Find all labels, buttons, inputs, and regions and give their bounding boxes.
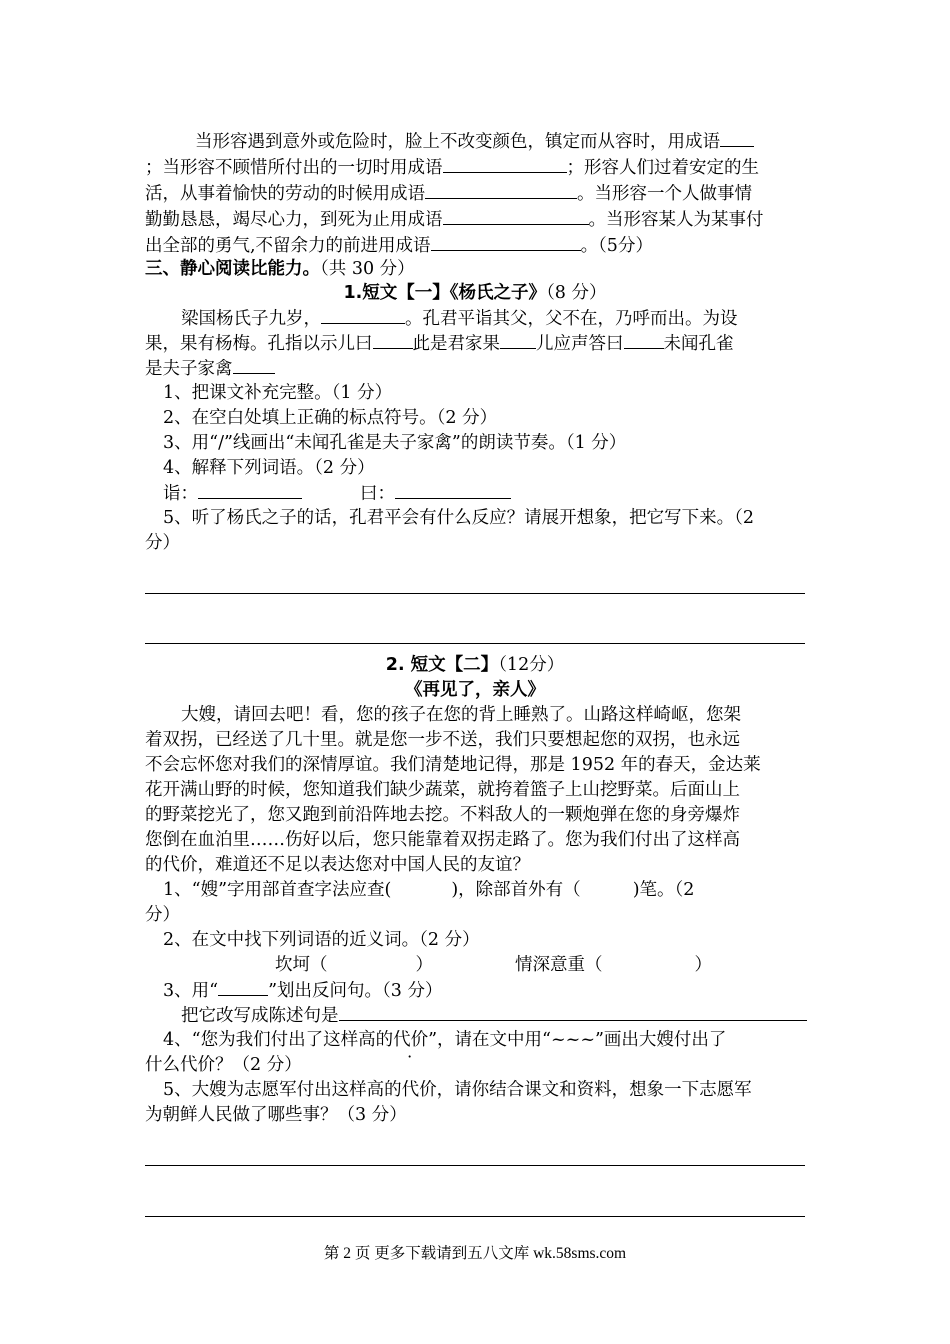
answer-blank[interactable] xyxy=(443,154,567,173)
p2-question-4-cont: 什么代价？（2 分） xyxy=(145,1055,302,1075)
answer-line[interactable] xyxy=(145,1165,805,1166)
answer-blank[interactable] xyxy=(425,180,577,199)
fill-line-4: 勤勤恳恳，竭尽心力，到死为止用成语 。当形容某人为某事付 xyxy=(145,206,764,233)
answer-blank[interactable] xyxy=(624,330,664,349)
p1-question-3: 3、用“/”线画出“未闻孔雀是夫子家禽”的朗读节奏。（1 分） xyxy=(163,433,627,453)
passage2-line: 大嫂，请回去吧！看，您的孩子在您的背上睡熟了。山路这样崎岖，您架 xyxy=(181,705,741,725)
passage2-line: 的代价，难道还不足以表达您对中国人民的友谊？ xyxy=(145,855,530,875)
p1-question-5-cont: 分） xyxy=(145,533,180,553)
underline-sample xyxy=(218,977,268,996)
p1-word-explain: 诣： 曰： xyxy=(163,480,511,507)
answer-blank[interactable] xyxy=(443,206,589,225)
p2-question-5: 5、大嫂为志愿军付出这样高的代价，请你结合课文和资料，想象一下志愿军 xyxy=(163,1080,752,1100)
fill-line-3: 活，从事着愉快的劳动的时候用成语 。当形容一个人做事情 xyxy=(145,180,752,207)
p2-question-2: 2、在文中找下列词语的近义词。（2 分） xyxy=(163,930,480,950)
page-footer: 第 2 页 更多下载请到五八文库 wk.58sms.com xyxy=(323,1245,627,1262)
answer-line[interactable] xyxy=(145,1216,805,1217)
answer-blank[interactable] xyxy=(395,480,511,499)
p2-question-1-cont: 分） xyxy=(145,905,180,925)
p2-question-3: 3、用“ ”划出反问句。（3 分） xyxy=(163,977,443,1004)
passage2-line: 您倒在血泊里……伤好以后，您只能靠着双拐走路了。您为我们付出了这样高 xyxy=(145,830,740,850)
answer-blank[interactable] xyxy=(373,330,413,349)
answer-blank[interactable] xyxy=(500,330,536,349)
p2-question-4: 4、“您为我们付出了这样高的代价”，请在文中用“~~~”画出大嫂付出了 xyxy=(163,1030,727,1050)
answer-blank[interactable] xyxy=(198,480,302,499)
answer-line[interactable] xyxy=(145,593,805,594)
passage1-line-3: 是夫子家禽 xyxy=(145,355,275,382)
answer-blank[interactable] xyxy=(339,1002,807,1021)
passage1-heading: 1.短文【一】《杨氏之子》（8 分） xyxy=(343,283,607,303)
p1-question-2: 2、在空白处填上正确的标点符号。（2 分） xyxy=(163,408,498,428)
fill-line-2: ；当形容不顾惜所付出的一切时用成语 ；形容人们过着安定的生 xyxy=(145,154,759,181)
fill-line-5: 出全部的勇气,不留余力的前进用成语 。（5分） xyxy=(145,232,653,259)
passage1-line-1: 梁国杨氏子九岁， 。孔君平诣其父，父不在，乃呼而出。为设 xyxy=(181,305,738,332)
answer-blank[interactable] xyxy=(431,232,581,251)
answer-blank[interactable] xyxy=(720,128,754,147)
passage2-line: 花开满山野的时候，您知道我们缺少蔬菜，就挎着篮子上山挖野菜。后面山上 xyxy=(145,780,740,800)
passage2-line: 不会忘怀您对我们的深情厚谊。我们清楚地记得，那是 1952 年的春天，金达莱 xyxy=(145,755,761,775)
passage1-line-2: 果，果有杨梅。孔指以示儿曰 此是君家果 儿应声答曰 未闻孔雀 xyxy=(145,330,734,357)
p1-question-4: 4、解释下列词语。（2 分） xyxy=(163,458,375,478)
p2-question-5-cont: 为朝鲜人民做了哪些事？（3 分） xyxy=(145,1105,407,1125)
p2-synonyms: 坎坷（ ） 情深意重（ ） xyxy=(275,955,712,975)
answer-line[interactable] xyxy=(145,643,805,644)
answer-blank[interactable] xyxy=(321,305,405,324)
section-title: 三、静心阅读比能力。（共 30 分） xyxy=(145,259,415,279)
p1-question-5: 5、听了杨氏之子的话，孔君平会有什么反应？请展开想象，把它写下来。（2 xyxy=(163,508,755,528)
p1-question-1: 1、把课文补充完整。（1 分） xyxy=(163,383,393,403)
passage2-title: 《再见了，亲人》 xyxy=(405,680,545,700)
passage2-line: 着双拐，已经送了几十里。就是您一步不送，我们只要想起您的双拐，也永远 xyxy=(145,730,740,750)
p2-question-1: 1、“嫂”字用部首查字法应查( )，除部首外有（ )笔。（2 xyxy=(163,880,695,900)
fill-line-1: 当形容遇到意外或危险时，脸上不改变颜色，镇定而从容时，用成语 xyxy=(195,128,754,155)
p2-question-3-rewrite: 把它改写成陈述句是 xyxy=(181,1002,807,1029)
passage2-line: 的野菜挖光了，您又跑到前沿阵地去挖。不料敌人的一颗炮弹在您的身旁爆炸 xyxy=(145,805,740,825)
passage2-heading: 2. 短文【二】（12分） xyxy=(385,655,565,675)
answer-blank[interactable] xyxy=(233,355,275,374)
